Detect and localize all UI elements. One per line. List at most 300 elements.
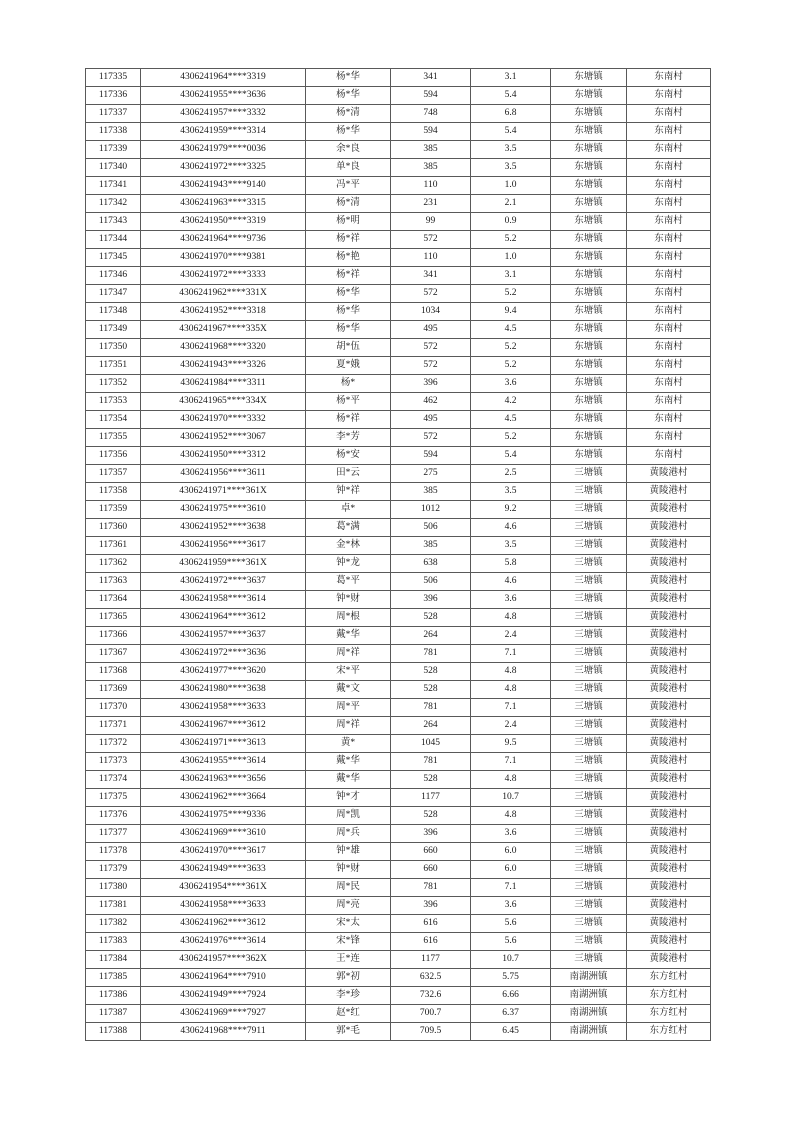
cell-serial: 117342 <box>86 195 141 213</box>
cell-serial: 117352 <box>86 375 141 393</box>
cell-name_masked: 钟*龙 <box>306 555 391 573</box>
cell-serial: 117343 <box>86 213 141 231</box>
cell-serial: 117378 <box>86 843 141 861</box>
table-row <box>86 573 711 591</box>
cell-id_masked: 4306241977****3620 <box>141 663 306 681</box>
cell-town: 东塘镇 <box>551 393 627 411</box>
cell-name_masked: 戴*华 <box>306 771 391 789</box>
cell-village: 黄陵港村 <box>627 555 711 573</box>
cell-serial: 117358 <box>86 483 141 501</box>
cell-serial: 117364 <box>86 591 141 609</box>
cell-name_masked: 葛*满 <box>306 519 391 537</box>
cell-village: 东南村 <box>627 87 711 105</box>
cell-amount: 781 <box>391 645 471 663</box>
table-row <box>86 1023 711 1041</box>
cell-area: 4.8 <box>471 771 551 789</box>
cell-village: 黄陵港村 <box>627 861 711 879</box>
cell-name_masked: 杨*清 <box>306 195 391 213</box>
cell-id_masked: 4306241952****3318 <box>141 303 306 321</box>
cell-id_masked: 4306241975****9336 <box>141 807 306 825</box>
cell-amount: 632.5 <box>391 969 471 987</box>
cell-village: 东南村 <box>627 321 711 339</box>
cell-amount: 99 <box>391 213 471 231</box>
cell-village: 黄陵港村 <box>627 915 711 933</box>
cell-village: 东南村 <box>627 213 711 231</box>
table-row <box>86 141 711 159</box>
cell-serial: 117354 <box>86 411 141 429</box>
table-body <box>86 69 711 1041</box>
cell-name_masked: 李*芳 <box>306 429 391 447</box>
cell-serial: 117362 <box>86 555 141 573</box>
cell-name_masked: 周*平 <box>306 699 391 717</box>
cell-area: 2.1 <box>471 195 551 213</box>
cell-serial: 117372 <box>86 735 141 753</box>
cell-serial: 117363 <box>86 573 141 591</box>
cell-serial: 117375 <box>86 789 141 807</box>
cell-amount: 1045 <box>391 735 471 753</box>
cell-village: 东南村 <box>627 375 711 393</box>
cell-id_masked: 4306241962****3664 <box>141 789 306 807</box>
cell-serial: 117369 <box>86 681 141 699</box>
cell-amount: 572 <box>391 285 471 303</box>
cell-name_masked: 周*根 <box>306 609 391 627</box>
cell-village: 东南村 <box>627 357 711 375</box>
cell-village: 东南村 <box>627 411 711 429</box>
cell-amount: 572 <box>391 231 471 249</box>
cell-village: 东方红村 <box>627 1023 711 1041</box>
table-row <box>86 807 711 825</box>
table-row <box>86 501 711 519</box>
table-row <box>86 357 711 375</box>
cell-town: 三塘镇 <box>551 519 627 537</box>
cell-village: 黄陵港村 <box>627 699 711 717</box>
cell-id_masked: 4306241964****3319 <box>141 69 306 87</box>
table-row <box>86 933 711 951</box>
table-row <box>86 537 711 555</box>
table-row <box>86 303 711 321</box>
cell-area: 5.4 <box>471 87 551 105</box>
cell-town: 三塘镇 <box>551 717 627 735</box>
cell-name_masked: 钟*财 <box>306 591 391 609</box>
cell-amount: 528 <box>391 771 471 789</box>
cell-amount: 1177 <box>391 789 471 807</box>
table-row <box>86 465 711 483</box>
cell-id_masked: 4306241943****3326 <box>141 357 306 375</box>
cell-area: 3.5 <box>471 483 551 501</box>
cell-serial: 117346 <box>86 267 141 285</box>
cell-serial: 117374 <box>86 771 141 789</box>
cell-village: 黄陵港村 <box>627 483 711 501</box>
cell-town: 三塘镇 <box>551 951 627 969</box>
cell-id_masked: 4306241952****3067 <box>141 429 306 447</box>
table-row <box>86 645 711 663</box>
cell-amount: 594 <box>391 87 471 105</box>
cell-serial: 117360 <box>86 519 141 537</box>
table-row <box>86 69 711 87</box>
cell-id_masked: 4306241956****3611 <box>141 465 306 483</box>
cell-id_masked: 4306241958****3633 <box>141 897 306 915</box>
cell-amount: 660 <box>391 861 471 879</box>
cell-name_masked: 钟*财 <box>306 861 391 879</box>
cell-id_masked: 4306241968****3320 <box>141 339 306 357</box>
cell-name_masked: 杨*华 <box>306 123 391 141</box>
cell-amount: 638 <box>391 555 471 573</box>
cell-area: 6.8 <box>471 105 551 123</box>
cell-name_masked: 李*珍 <box>306 987 391 1005</box>
cell-name_masked: 周*凯 <box>306 807 391 825</box>
cell-id_masked: 4306241955****3636 <box>141 87 306 105</box>
cell-id_masked: 4306241970****3617 <box>141 843 306 861</box>
cell-area: 6.37 <box>471 1005 551 1023</box>
cell-village: 黄陵港村 <box>627 933 711 951</box>
cell-serial: 117367 <box>86 645 141 663</box>
cell-village: 黄陵港村 <box>627 879 711 897</box>
cell-id_masked: 4306241964****3612 <box>141 609 306 627</box>
cell-name_masked: 杨*华 <box>306 321 391 339</box>
cell-name_masked: 杨*华 <box>306 87 391 105</box>
cell-area: 2.4 <box>471 717 551 735</box>
table-row <box>86 861 711 879</box>
cell-serial: 117373 <box>86 753 141 771</box>
cell-area: 3.1 <box>471 69 551 87</box>
cell-amount: 341 <box>391 69 471 87</box>
table-row <box>86 375 711 393</box>
cell-town: 三塘镇 <box>551 771 627 789</box>
cell-area: 7.1 <box>471 699 551 717</box>
cell-village: 黄陵港村 <box>627 663 711 681</box>
table-row <box>86 195 711 213</box>
cell-name_masked: 周*祥 <box>306 717 391 735</box>
table-row <box>86 339 711 357</box>
cell-area: 6.0 <box>471 861 551 879</box>
cell-amount: 110 <box>391 249 471 267</box>
cell-area: 3.5 <box>471 537 551 555</box>
cell-id_masked: 4306241969****3610 <box>141 825 306 843</box>
cell-area: 5.8 <box>471 555 551 573</box>
cell-town: 三塘镇 <box>551 537 627 555</box>
cell-id_masked: 4306241959****361X <box>141 555 306 573</box>
cell-town: 三塘镇 <box>551 843 627 861</box>
cell-town: 三塘镇 <box>551 861 627 879</box>
cell-town: 东塘镇 <box>551 69 627 87</box>
table-row <box>86 735 711 753</box>
table-row <box>86 609 711 627</box>
table-row <box>86 627 711 645</box>
cell-serial: 117376 <box>86 807 141 825</box>
cell-name_masked: 宋*太 <box>306 915 391 933</box>
table-row <box>86 915 711 933</box>
cell-amount: 594 <box>391 447 471 465</box>
cell-village: 东南村 <box>627 393 711 411</box>
table-row <box>86 897 711 915</box>
cell-area: 9.4 <box>471 303 551 321</box>
cell-amount: 341 <box>391 267 471 285</box>
cell-area: 4.2 <box>471 393 551 411</box>
table-row <box>86 663 711 681</box>
cell-serial: 117359 <box>86 501 141 519</box>
cell-town: 东塘镇 <box>551 267 627 285</box>
cell-town: 三塘镇 <box>551 933 627 951</box>
cell-town: 三塘镇 <box>551 501 627 519</box>
cell-name_masked: 郭*毛 <box>306 1023 391 1041</box>
table-row <box>86 789 711 807</box>
cell-id_masked: 4306241958****3614 <box>141 591 306 609</box>
cell-area: 0.9 <box>471 213 551 231</box>
cell-id_masked: 4306241980****3638 <box>141 681 306 699</box>
cell-name_masked: 胡*伍 <box>306 339 391 357</box>
cell-amount: 528 <box>391 807 471 825</box>
table-row <box>86 123 711 141</box>
cell-id_masked: 4306241956****3617 <box>141 537 306 555</box>
cell-serial: 117382 <box>86 915 141 933</box>
cell-serial: 117388 <box>86 1023 141 1041</box>
cell-area: 3.5 <box>471 159 551 177</box>
cell-id_masked: 4306241962****331X <box>141 285 306 303</box>
cell-id_masked: 4306241957****362X <box>141 951 306 969</box>
cell-area: 1.0 <box>471 177 551 195</box>
cell-id_masked: 4306241972****3637 <box>141 573 306 591</box>
table-row <box>86 591 711 609</box>
cell-area: 6.0 <box>471 843 551 861</box>
cell-town: 三塘镇 <box>551 753 627 771</box>
cell-serial: 117356 <box>86 447 141 465</box>
cell-town: 三塘镇 <box>551 609 627 627</box>
cell-town: 南湖洲镇 <box>551 1023 627 1041</box>
cell-amount: 385 <box>391 537 471 555</box>
cell-area: 2.5 <box>471 465 551 483</box>
cell-id_masked: 4306241970****9381 <box>141 249 306 267</box>
cell-serial: 117381 <box>86 897 141 915</box>
cell-name_masked: 葛*平 <box>306 573 391 591</box>
cell-area: 5.2 <box>471 357 551 375</box>
cell-village: 东南村 <box>627 123 711 141</box>
cell-town: 三塘镇 <box>551 663 627 681</box>
cell-town: 三塘镇 <box>551 879 627 897</box>
cell-village: 东方红村 <box>627 987 711 1005</box>
cell-village: 黄陵港村 <box>627 609 711 627</box>
cell-village: 黄陵港村 <box>627 591 711 609</box>
cell-area: 5.6 <box>471 915 551 933</box>
cell-amount: 396 <box>391 825 471 843</box>
cell-amount: 462 <box>391 393 471 411</box>
document-table <box>85 68 711 1041</box>
table-row <box>86 87 711 105</box>
table-row <box>86 159 711 177</box>
cell-name_masked: 戴*文 <box>306 681 391 699</box>
cell-name_masked: 卓* <box>306 501 391 519</box>
cell-amount: 264 <box>391 627 471 645</box>
table-row <box>86 825 711 843</box>
table-row <box>86 717 711 735</box>
cell-amount: 495 <box>391 411 471 429</box>
cell-id_masked: 4306241950****3312 <box>141 447 306 465</box>
cell-town: 东塘镇 <box>551 231 627 249</box>
cell-area: 10.7 <box>471 951 551 969</box>
cell-name_masked: 杨*华 <box>306 303 391 321</box>
cell-town: 东塘镇 <box>551 357 627 375</box>
cell-id_masked: 4306241957****3332 <box>141 105 306 123</box>
cell-village: 黄陵港村 <box>627 537 711 555</box>
cell-town: 东塘镇 <box>551 339 627 357</box>
cell-area: 4.6 <box>471 519 551 537</box>
cell-id_masked: 4306241972****3333 <box>141 267 306 285</box>
cell-id_masked: 4306241959****3314 <box>141 123 306 141</box>
cell-area: 4.8 <box>471 681 551 699</box>
cell-village: 黄陵港村 <box>627 789 711 807</box>
cell-name_masked: 郭*初 <box>306 969 391 987</box>
cell-serial: 117350 <box>86 339 141 357</box>
cell-area: 7.1 <box>471 645 551 663</box>
cell-name_masked: 钟*才 <box>306 789 391 807</box>
cell-serial: 117385 <box>86 969 141 987</box>
cell-area: 3.1 <box>471 267 551 285</box>
cell-area: 3.6 <box>471 375 551 393</box>
cell-town: 东塘镇 <box>551 141 627 159</box>
table-row <box>86 699 711 717</box>
table-row <box>86 969 711 987</box>
cell-name_masked: 黄* <box>306 735 391 753</box>
cell-serial: 117371 <box>86 717 141 735</box>
cell-id_masked: 4306241963****3315 <box>141 195 306 213</box>
cell-village: 东南村 <box>627 69 711 87</box>
cell-village: 黄陵港村 <box>627 645 711 663</box>
table-row <box>86 753 711 771</box>
cell-amount: 1177 <box>391 951 471 969</box>
cell-town: 东塘镇 <box>551 213 627 231</box>
cell-serial: 117347 <box>86 285 141 303</box>
cell-area: 5.75 <box>471 969 551 987</box>
cell-area: 4.8 <box>471 663 551 681</box>
cell-name_masked: 宋*平 <box>306 663 391 681</box>
cell-amount: 231 <box>391 195 471 213</box>
table-row <box>86 987 711 1005</box>
table-row <box>86 951 711 969</box>
cell-area: 4.5 <box>471 321 551 339</box>
cell-serial: 117344 <box>86 231 141 249</box>
cell-id_masked: 4306241975****3610 <box>141 501 306 519</box>
cell-serial: 117345 <box>86 249 141 267</box>
cell-name_masked: 戴*华 <box>306 753 391 771</box>
cell-name_masked: 杨*明 <box>306 213 391 231</box>
table-row <box>86 1005 711 1023</box>
cell-amount: 396 <box>391 897 471 915</box>
cell-town: 东塘镇 <box>551 87 627 105</box>
cell-name_masked: 戴*华 <box>306 627 391 645</box>
cell-serial: 117368 <box>86 663 141 681</box>
cell-id_masked: 4306241964****7910 <box>141 969 306 987</box>
table-row <box>86 681 711 699</box>
cell-town: 东塘镇 <box>551 375 627 393</box>
cell-id_masked: 4306241955****3614 <box>141 753 306 771</box>
cell-village: 东南村 <box>627 195 711 213</box>
cell-amount: 1012 <box>391 501 471 519</box>
cell-town: 三塘镇 <box>551 825 627 843</box>
table-row <box>86 267 711 285</box>
cell-name_masked: 周*兵 <box>306 825 391 843</box>
cell-serial: 117365 <box>86 609 141 627</box>
cell-town: 东塘镇 <box>551 249 627 267</box>
cell-area: 5.4 <box>471 447 551 465</box>
cell-town: 三塘镇 <box>551 555 627 573</box>
cell-id_masked: 4306241972****3325 <box>141 159 306 177</box>
cell-serial: 117349 <box>86 321 141 339</box>
cell-town: 东塘镇 <box>551 159 627 177</box>
cell-town: 东塘镇 <box>551 321 627 339</box>
cell-serial: 117357 <box>86 465 141 483</box>
cell-town: 南湖洲镇 <box>551 1005 627 1023</box>
cell-town: 三塘镇 <box>551 807 627 825</box>
cell-town: 三塘镇 <box>551 789 627 807</box>
cell-area: 4.5 <box>471 411 551 429</box>
cell-name_masked: 杨*艳 <box>306 249 391 267</box>
cell-name_masked: 杨*祥 <box>306 231 391 249</box>
cell-town: 东塘镇 <box>551 411 627 429</box>
cell-village: 黄陵港村 <box>627 501 711 519</box>
cell-name_masked: 杨*华 <box>306 285 391 303</box>
cell-id_masked: 4306241976****3614 <box>141 933 306 951</box>
cell-area: 5.6 <box>471 933 551 951</box>
table-row <box>86 393 711 411</box>
cell-name_masked: 周*祥 <box>306 645 391 663</box>
cell-name_masked: 钟*雄 <box>306 843 391 861</box>
cell-village: 东南村 <box>627 105 711 123</box>
cell-serial: 117355 <box>86 429 141 447</box>
cell-id_masked: 4306241967****3612 <box>141 717 306 735</box>
cell-area: 9.2 <box>471 501 551 519</box>
cell-amount: 572 <box>391 357 471 375</box>
cell-village: 东南村 <box>627 177 711 195</box>
cell-id_masked: 4306241965****334X <box>141 393 306 411</box>
cell-serial: 117351 <box>86 357 141 375</box>
cell-area: 6.45 <box>471 1023 551 1041</box>
cell-village: 东南村 <box>627 429 711 447</box>
cell-village: 黄陵港村 <box>627 465 711 483</box>
cell-id_masked: 4306241957****3637 <box>141 627 306 645</box>
cell-village: 黄陵港村 <box>627 573 711 591</box>
cell-amount: 396 <box>391 375 471 393</box>
cell-serial: 117335 <box>86 69 141 87</box>
cell-serial: 117339 <box>86 141 141 159</box>
cell-village: 东南村 <box>627 339 711 357</box>
cell-serial: 117380 <box>86 879 141 897</box>
cell-amount: 506 <box>391 573 471 591</box>
table-row <box>86 285 711 303</box>
cell-area: 2.4 <box>471 627 551 645</box>
cell-name_masked: 夏*娥 <box>306 357 391 375</box>
cell-id_masked: 4306241949****3633 <box>141 861 306 879</box>
cell-amount: 748 <box>391 105 471 123</box>
cell-amount: 781 <box>391 879 471 897</box>
cell-town: 东塘镇 <box>551 303 627 321</box>
cell-area: 3.5 <box>471 141 551 159</box>
cell-town: 三塘镇 <box>551 681 627 699</box>
table-row <box>86 447 711 465</box>
cell-amount: 385 <box>391 483 471 501</box>
cell-amount: 528 <box>391 609 471 627</box>
cell-name_masked: 周*亮 <box>306 897 391 915</box>
table-row <box>86 411 711 429</box>
cell-id_masked: 4306241950****3319 <box>141 213 306 231</box>
cell-area: 5.4 <box>471 123 551 141</box>
cell-id_masked: 4306241979****0036 <box>141 141 306 159</box>
cell-amount: 385 <box>391 159 471 177</box>
cell-town: 三塘镇 <box>551 915 627 933</box>
cell-amount: 709.5 <box>391 1023 471 1041</box>
cell-village: 东南村 <box>627 303 711 321</box>
cell-id_masked: 4306241964****9736 <box>141 231 306 249</box>
cell-village: 东方红村 <box>627 969 711 987</box>
cell-amount: 781 <box>391 699 471 717</box>
